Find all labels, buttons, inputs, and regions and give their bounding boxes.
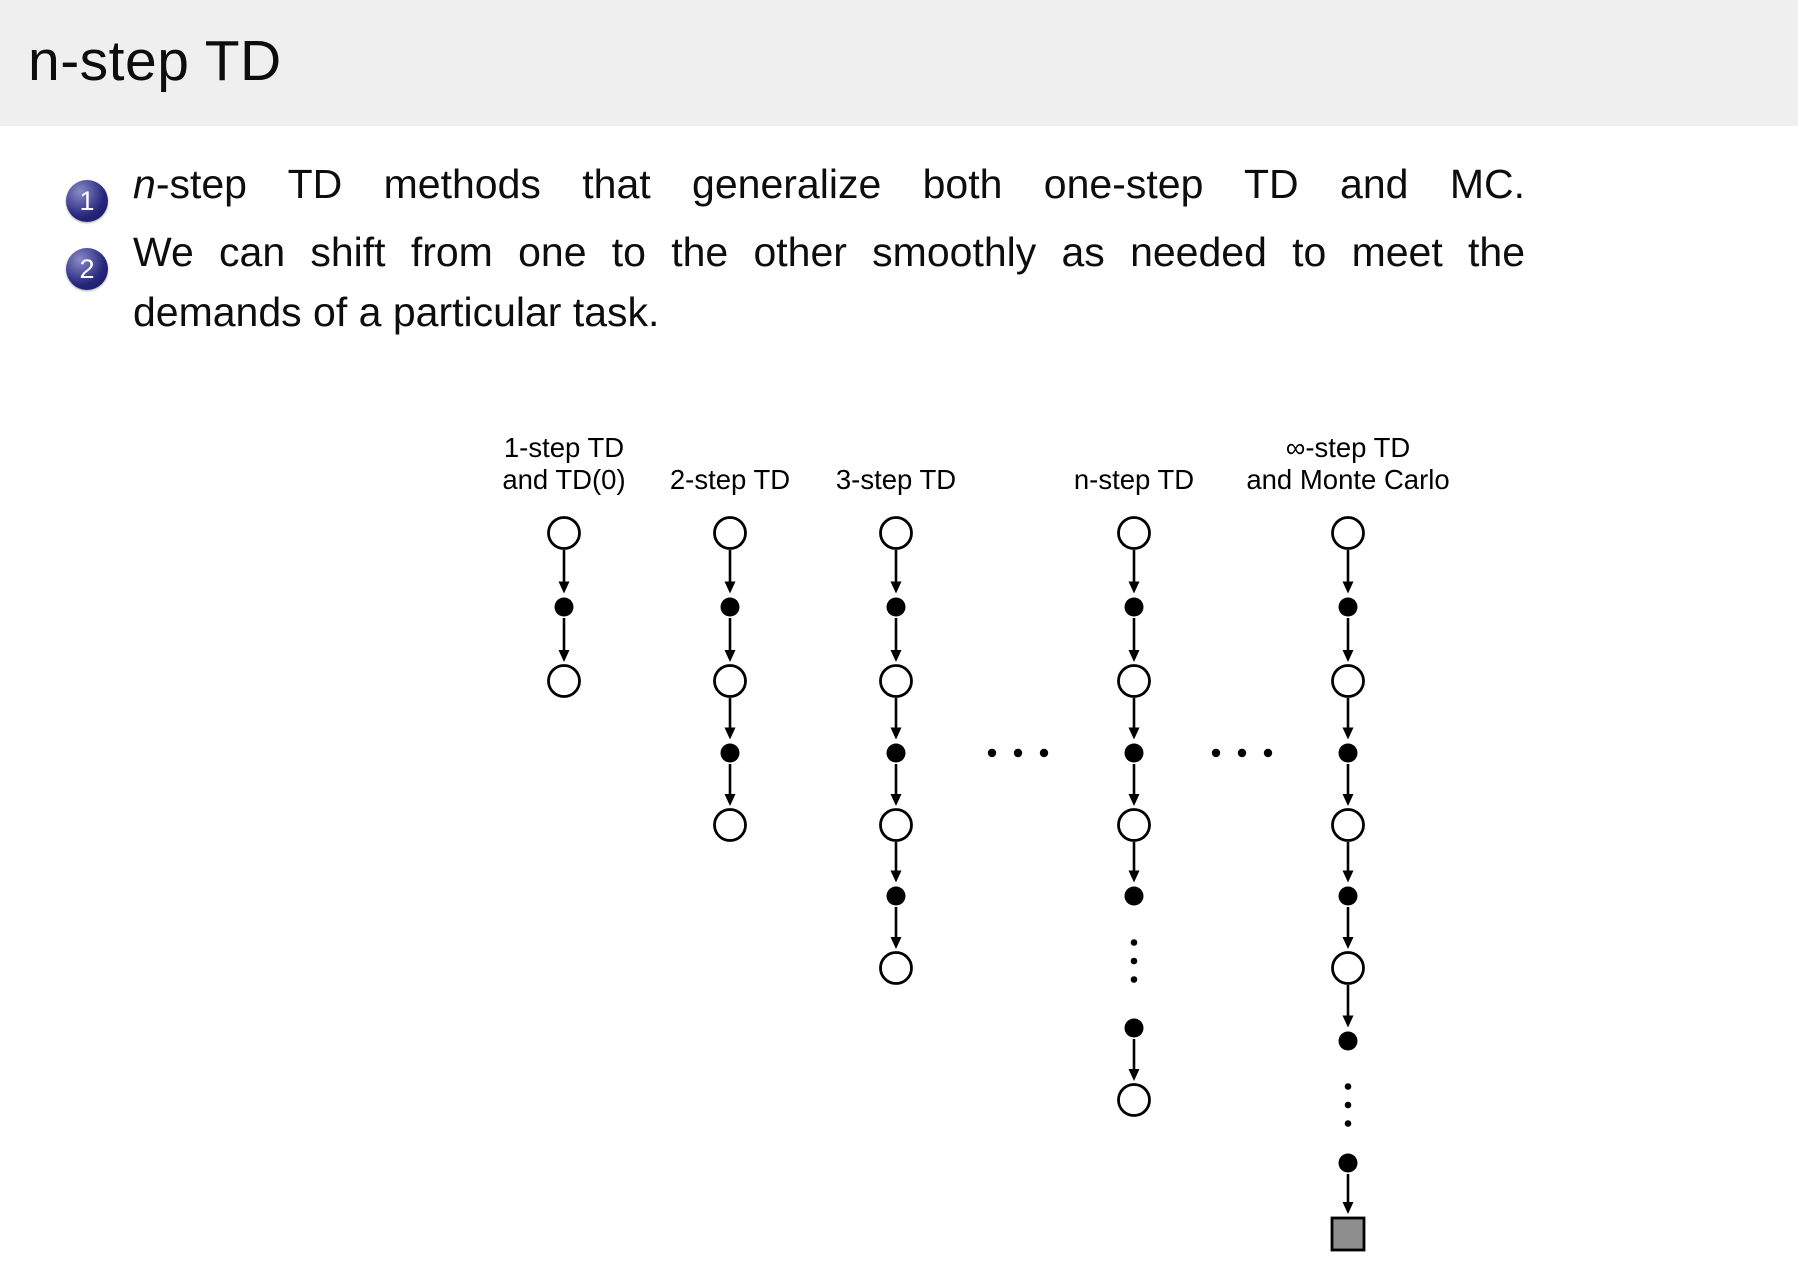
arrowhead-icon (559, 650, 570, 662)
state-circle (881, 810, 912, 841)
horizontal-ellipsis-dot (1212, 749, 1220, 757)
column-label-line: n-step TD (1073, 464, 1195, 495)
column-label-line: 1-step TD (503, 432, 625, 463)
state-circle (549, 666, 580, 697)
arrowhead-icon (891, 650, 902, 662)
action-dot (721, 744, 740, 763)
horizontal-ellipsis-dot (1040, 749, 1048, 757)
arrowhead-icon (725, 582, 736, 594)
action-dot (1339, 1032, 1358, 1051)
arrowhead-icon (891, 582, 902, 594)
vertical-ellipsis-dot (1345, 1102, 1352, 1109)
action-dot (1125, 887, 1144, 906)
state-circle (1333, 810, 1364, 841)
state-circle (1333, 953, 1364, 984)
action-dot (1125, 1019, 1144, 1038)
state-circle (1333, 518, 1364, 549)
bullet-1-italic-lead: n (133, 161, 156, 207)
state-circle (715, 666, 746, 697)
column-label-line: 3-step TD (835, 464, 957, 495)
action-dot (721, 598, 740, 617)
arrowhead-icon (1129, 794, 1140, 806)
state-circle (1119, 810, 1150, 841)
column-label-line: 2-step TD (669, 464, 791, 495)
state-circle (881, 518, 912, 549)
column-label-line: and Monte Carlo (1246, 464, 1450, 495)
state-circle (1119, 518, 1150, 549)
bullet-1-text: -step TD methods that generalize both one-step TD and MC. (155, 161, 1525, 207)
state-circle (881, 666, 912, 697)
action-dot (555, 598, 574, 617)
state-circle (1119, 666, 1150, 697)
action-dot (1125, 598, 1144, 617)
bullet-number-badge-1: 1 (66, 180, 108, 222)
arrowhead-icon (1343, 650, 1354, 662)
bullet-2-line-2: demands of a particular task. (133, 289, 660, 335)
arrowhead-icon (891, 728, 902, 740)
bullet-number-badge-2: 2 (66, 248, 108, 290)
state-circle (1119, 1085, 1150, 1116)
vertical-ellipsis-dot (1131, 939, 1138, 946)
page-title: n-step TD (28, 29, 282, 93)
arrowhead-icon (891, 794, 902, 806)
state-circle (881, 953, 912, 984)
state-circle (1333, 666, 1364, 697)
arrowhead-icon (1129, 650, 1140, 662)
state-circle (549, 518, 580, 549)
arrowhead-icon (559, 582, 570, 594)
vertical-ellipsis-dot (1131, 976, 1138, 983)
arrowhead-icon (1343, 728, 1354, 740)
arrowhead-icon (891, 871, 902, 883)
arrowhead-icon (1129, 871, 1140, 883)
action-dot (1339, 744, 1358, 763)
terminal-state-square (1332, 1218, 1364, 1250)
vertical-ellipsis-dot (1131, 958, 1138, 965)
vertical-ellipsis-dot (1345, 1083, 1352, 1090)
action-dot (1339, 1154, 1358, 1173)
action-dot (1339, 887, 1358, 906)
action-dot (887, 598, 906, 617)
arrowhead-icon (1129, 582, 1140, 594)
bullet-2-line-1: We can shift from one to the other smoothly as needed to meet the (133, 229, 1525, 275)
arrowhead-icon (725, 794, 736, 806)
arrowhead-icon (1343, 1202, 1354, 1214)
state-circle (715, 518, 746, 549)
horizontal-ellipsis-dot (1238, 749, 1246, 757)
state-circle (715, 810, 746, 841)
arrowhead-icon (1343, 937, 1354, 949)
arrowhead-icon (725, 650, 736, 662)
vertical-ellipsis-dot (1345, 1120, 1352, 1127)
action-dot (1125, 744, 1144, 763)
horizontal-ellipsis-dot (1014, 749, 1022, 757)
arrowhead-icon (1343, 1016, 1354, 1028)
action-dot (1339, 598, 1358, 617)
action-dot (887, 887, 906, 906)
horizontal-ellipsis-dot (988, 749, 996, 757)
column-label-line: ∞-step TD (1285, 432, 1411, 463)
column-label-line: and TD(0) (502, 464, 626, 495)
horizontal-ellipsis-dot (1264, 749, 1272, 757)
arrowhead-icon (1343, 871, 1354, 883)
arrowhead-icon (1343, 582, 1354, 594)
arrowhead-icon (1129, 728, 1140, 740)
arrowhead-icon (1343, 794, 1354, 806)
action-dot (887, 744, 906, 763)
arrowhead-icon (891, 937, 902, 949)
arrowhead-icon (725, 728, 736, 740)
arrowhead-icon (1129, 1069, 1140, 1081)
